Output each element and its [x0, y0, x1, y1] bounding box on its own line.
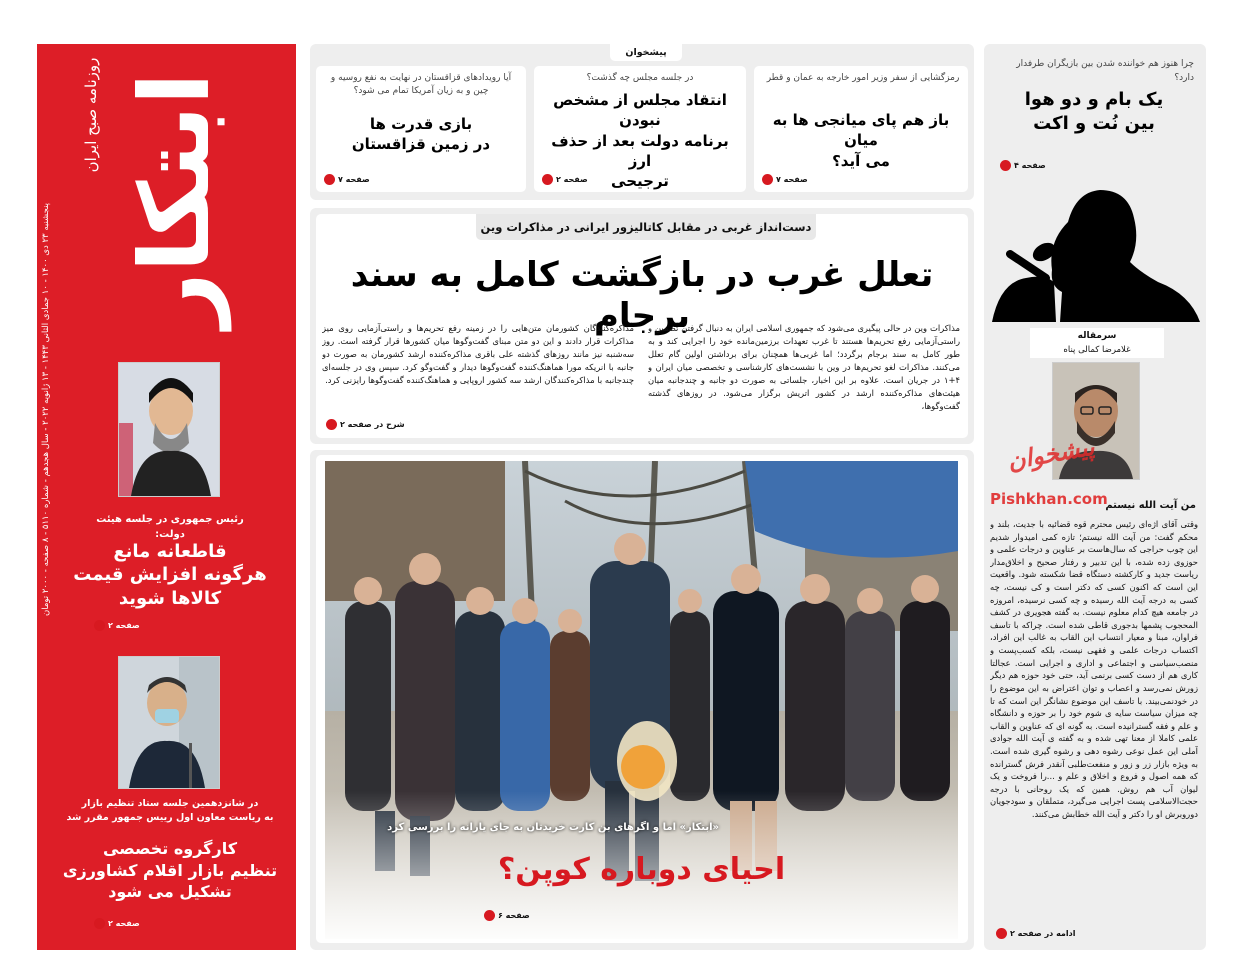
story2-page[interactable]: [94, 918, 140, 929]
preview-kicker: در جلسه مجلس چه گذشت؟: [586, 73, 694, 83]
lead-kicker: دست‌انداز غربی در مقابل کاتالیزور ایرانی در مذاکرات وین: [476, 214, 816, 240]
story1-page[interactable]: [94, 620, 140, 631]
vice-president-photo: [118, 656, 220, 789]
page-label: صفحه ۲: [108, 919, 140, 928]
page-label: صفحه ۷: [338, 175, 370, 184]
lead-headline[interactable]: تعلل غرب در بازگشت کامل به سند برجام: [350, 255, 934, 336]
tagline-text: روزنامه صبح ایران: [82, 57, 100, 173]
story1-headline-line: هرگونه افزایش قیمت: [73, 564, 267, 586]
logo-text: ابتکار: [119, 72, 231, 328]
watermark-logo: پیشخوان: [1005, 432, 1097, 476]
editorial-title[interactable]: من آیت الله نیستم: [1105, 500, 1196, 511]
right-page[interactable]: [1000, 160, 1046, 171]
photo-caption: «ابتکار» اما و اگرهای بن کارت خریدتان به جای یارانه را بررسی کرد: [387, 822, 719, 833]
preview-kicker: آیا رویدادهای قزاقستان در نهایت به نفع روسیه و چین و به زیان آمریکا تمام می شود؟: [330, 73, 512, 97]
masthead-logo: [40, 50, 295, 342]
story2-headline-line: تشکیل می شود: [108, 882, 232, 902]
preview-item[interactable]: [316, 66, 526, 192]
story1-headline-line: قاطعانه مانع: [113, 541, 227, 562]
page-number-dot: [762, 174, 773, 185]
page-number-dot: [324, 174, 335, 185]
watermark-url: Pishkhan.com: [990, 490, 1108, 508]
page-number-dot: [996, 928, 1007, 939]
story2-caption-line: به ریاست معاون اول رییس جمهور مقرر شد: [66, 812, 274, 824]
page-label: شرح در صفحه ۲: [340, 420, 405, 429]
story1-caption: رئیس جمهوری در جلسه هیئت دولت:: [96, 514, 244, 540]
photo-headline[interactable]: احیای دوباره کوپن؟: [497, 852, 786, 887]
story1-headline[interactable]: [60, 540, 280, 610]
right-kicker: چرا هنوز هم خواننده شدن بین بازیگران طرفدار دارد؟: [1016, 59, 1194, 83]
preview-kicker: رمزگشایی از سفر وزیر امور خارجه به عمان و قطر: [766, 73, 960, 83]
preview-headline: [758, 110, 964, 171]
preview-headline-line: ترجیحی: [611, 172, 669, 190]
story1-headline-line: کالاها شوید: [118, 587, 222, 609]
singer-silhouette: [990, 182, 1204, 322]
story2-caption: [60, 797, 280, 826]
preview-headline-line: انتقاد مجلس از مشخص نبودن: [553, 91, 727, 130]
page-label: صفحه ۲: [556, 175, 588, 184]
editorial-text: وقتی آقای اژه‌ای رئیس محترم قوه قضائیه با جدیت، بلند و محکم گفت: من آیت الله نیستم؛ تازه کمی امیدوار شدیم این چوب حراجی که سال‌هاست بر عناوین و درجات علمی و حوزوی زده شده، با این تدبیر و رفتار صحیح و اخلاق‌مدار ریاست جدید و کارکشته دستگاه قضا شکسته شود. واقعیت این است که اکنون کسی که دکتر است و کی نیست، چه کسی به درجه آیت الله رسیده و چه کسی نرسیده، امروزه در جامعه هیچ کدام معلوم نیست. به گفته هجویری در کشف المحجوب پشمها بدجوری قاطی شده است. چراکه با تاسف فراوان، مبنا و معیار انتساب این القاب به غالب این افراد، اکتساب درجات علمی و فقهی نیست، بلکه کسب‌پست و منصب‌سیاسی و اجتماعی و اداری و اجرایی است. عجالتا کاری هم از دست کسی برنمی آید، حتی خود حوزه هم دیگر زورش نمی‌رسد و اعصاب و توان اعتراض به این موضوع را در خودنمی‌بیند. با تاسف این موضوع نشانگر این است که تا چه میزان سیاست سایه ی شوم خود را بر حوزه و دانشگاه و علم و فقه گسترانیده است. به گونه ای که عناوین و القاب علمی کاملا از معنا تهی شده و به گفته ی آیت الله جوادی آملی این عمل نوعی رشوه دهی و رشوه گیری شده است. به ویژه بازار زر و زور و منفعت‌طلبی آنقدر فرش گسترانده که همه اصول و فروع و اخلاق و علم و ...را فروخت و یک لیوان آب هم روش. همین که یک روحانی با درجه حجت‌الاسلامی پست اجرایی می‌گیرد، متملقان و سودجویان دوروبرش او را دکتر و آیت الله خطابش می‌کنند.: [990, 519, 1198, 820]
editorial-label: سرمقاله: [1077, 331, 1117, 341]
editorial-author: غلامرضا کمالی پناه: [1063, 345, 1131, 355]
right-headline-line: بین نُت و اکت: [1033, 113, 1155, 135]
preview-headline-line: می آید؟: [832, 151, 890, 170]
page-number-dot: [326, 419, 337, 430]
page-number-dot: [94, 918, 105, 929]
editorial-continue[interactable]: [996, 928, 1075, 939]
page-label: صفحه ۴: [1014, 161, 1046, 170]
story2-headline[interactable]: [52, 838, 288, 903]
page-label: ادامه در صفحه ۲: [1010, 929, 1076, 938]
preview-headline-line: باز هم پای میانجی ها به میان: [772, 111, 950, 150]
lead-col-right: مذاکرات وین در حالی پیگیری می‌شود که جمهوری اسلامی ایران به دنبال گرفتن تضمین و راستی‌آزمایی رفع تحریم‌ها هستند تا غرب تعهدات برزمین‌مانده خود را اجرایی کند و به طور کامل به سند برجام برگردد؛ اما غربی‌ها همچنان برای برداشتن اولین گام تعلل می‌کنند. مذاکرات لغو تحریم‌ها در وین با نشست‌های کارشناسی و تخصصی میان ایران و ۴+۱ در جریان است. علاوه بر این اخبار، جلساتی به صورت دو جانبه و چندجانبه میان هیئت‌های مذاکره‌کننده ارشد در کشور اتریش برگزار می‌شود. در روزهای گذشته گفت‌وگوها،: [648, 323, 960, 412]
page-number-dot: [484, 910, 495, 921]
page-label: صفحه ۲: [108, 621, 140, 630]
story2-caption-line: در شانزدهمین جلسه ستاد تنظیم بازار: [81, 798, 259, 809]
story2-headline-line: تنظیم بازار اقلام کشاورزی: [62, 860, 278, 880]
page-label: صفحه ۶: [498, 911, 530, 920]
preview-label: پیشخوان: [610, 44, 682, 61]
photo-page[interactable]: [484, 910, 530, 921]
page-number-dot: [542, 174, 553, 185]
date-line: پنجشنبه ۲۳ دی ۱۴۰۰ - ۱۰ جمادی الثانی ۱۴۴۳ - ۱۳ ژانویه ۲۰۲۲ - سال هجدهم - شماره ۵۱۱۰ - ۸ صفحه - ۲۰۰۰ تومان: [41, 203, 51, 617]
page-number-dot: [1000, 160, 1011, 171]
preview-headline-line: بازی قدرت ها: [369, 115, 473, 133]
editorial-label-box: [1030, 328, 1164, 358]
right-headline-line: یک بام و دو هوا: [1024, 89, 1164, 110]
page-number-dot: [94, 620, 105, 631]
preview-headline: [320, 114, 522, 155]
preview-headline-line: برنامه دولت بعد از حذف ارز: [551, 131, 729, 170]
president-photo: [118, 362, 220, 497]
preview-item[interactable]: [754, 66, 968, 192]
preview-page: [324, 174, 370, 185]
story2-headline-line: کارگروه تخصصی: [103, 839, 237, 858]
lead-page[interactable]: [326, 419, 405, 430]
preview-page: [542, 174, 588, 185]
right-headline[interactable]: [994, 88, 1194, 137]
page-label: صفحه ۷: [776, 175, 808, 184]
preview-headline-line: در زمین قزاقستان: [351, 135, 491, 154]
preview-page: [762, 174, 808, 185]
preview-item[interactable]: [534, 66, 746, 192]
lead-col-left: مذاکره‌کنندگان کشورمان متن‌هایی را در زمینه رفع تحریم‌ها و راستی‌آزمایی روی میز مذاکرات قرار دادند و این دو متن مبنای گفت‌وگوها میان کشورها قرار گرفته است. روز سه‌شنبه نیز مانند روزهای گذشته علی باقری مذاکره‌کننده ارشد کشورمان به صورت دو جانبه با انریکه مورا هماهنگ‌کننده گفت‌وگوها دیدار و گفت‌وگو کرد. سپس وی در جلسه‌ای چندجانبه با مذاکره‌کنندگان ارشد سه کشور اروپایی و هماهنگ‌کننده گفت‌وگوها رایزنی کرد.: [322, 323, 634, 386]
